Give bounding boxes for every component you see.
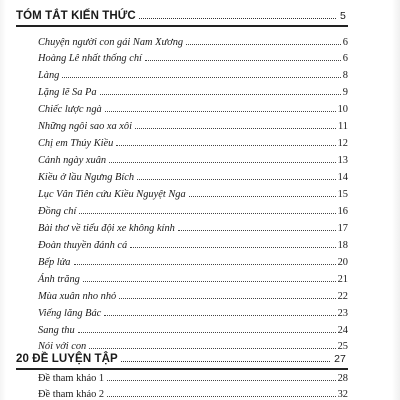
entry-page-number: 6	[342, 53, 348, 64]
toc-entry	[16, 219, 348, 234]
entry-title: Hoàng Lê nhất thống chí	[38, 53, 142, 64]
dot-leader	[78, 324, 336, 333]
section-divider	[16, 25, 348, 27]
section-heading	[16, 4, 346, 22]
entry-title: Đoàn thuyền đánh cá	[38, 240, 128, 251]
dot-leader	[79, 205, 335, 214]
dot-leader	[119, 290, 335, 299]
dot-leader	[100, 86, 341, 95]
entry-page-number: 9	[342, 87, 348, 98]
entry-page-number: 22	[337, 291, 348, 302]
section-heading	[16, 347, 346, 365]
entry-page-number: 16	[337, 206, 348, 217]
entry-title: Mùa xuân nho nhỏ	[38, 291, 117, 302]
dot-leader	[178, 222, 336, 231]
entry-page-number: 8	[342, 70, 348, 81]
dot-leader	[105, 103, 336, 112]
toc-entry	[16, 83, 348, 98]
section-title: 20 ĐỀ LUYỆN TẬP	[16, 353, 118, 365]
toc-entry	[16, 270, 348, 285]
toc-entry	[16, 185, 348, 200]
dot-leader	[145, 52, 341, 61]
entry-page-number: 15	[337, 189, 348, 200]
entry-page-number: 10	[337, 104, 348, 115]
entry-title: Lặng lẽ Sa Pa	[38, 87, 97, 98]
entry-page-number: 21	[337, 274, 348, 285]
toc-entry	[16, 168, 348, 183]
toc-entry	[16, 134, 348, 149]
entry-title: Bài thơ về tiểu đội xe không kính	[38, 223, 175, 234]
entry-title: Lục Vân Tiên cứu Kiều Nguyệt Nga	[38, 189, 186, 200]
toc-entry	[16, 236, 348, 251]
entry-title: Cảnh ngày xuân	[38, 155, 107, 166]
entry-title: Đề tham khảo 1	[38, 373, 105, 384]
dot-leader	[139, 10, 336, 19]
entry-title: Sang thu	[38, 325, 75, 336]
toc-entry	[16, 304, 348, 319]
dot-leader	[62, 69, 340, 78]
dot-leader	[121, 353, 330, 362]
dot-leader	[186, 36, 341, 45]
entry-page-number: 14	[337, 172, 348, 183]
dot-leader	[104, 307, 335, 316]
dot-leader	[107, 388, 336, 397]
section-page-number: 27	[334, 353, 346, 365]
toc-entry	[16, 385, 348, 400]
dot-leader	[135, 120, 336, 129]
entry-title: Nói với con	[38, 341, 87, 352]
entry-page-number: 32	[337, 389, 348, 400]
dot-leader	[130, 239, 335, 248]
toc-entry	[16, 151, 348, 166]
entry-title: Kiều ở lầu Ngưng Bích	[38, 172, 135, 183]
toc-entry	[16, 253, 348, 268]
dot-leader	[74, 256, 336, 265]
entry-page-number: 11	[337, 121, 348, 132]
entry-page-number: 17	[337, 223, 348, 234]
toc-entry	[16, 100, 348, 115]
dot-leader	[107, 372, 336, 381]
entry-title: Viếng lăng Bác	[38, 308, 102, 319]
dot-leader	[137, 171, 336, 180]
entry-title: Những ngôi sao xa xôi	[38, 121, 132, 132]
entry-title: Chị em Thúy Kiều	[38, 138, 114, 149]
toc-entry	[16, 369, 348, 384]
entry-page-number: 24	[337, 325, 348, 336]
entry-page-number: 20	[337, 257, 348, 268]
entry-title: Bếp lửa	[38, 257, 71, 268]
section-page-number: 5	[340, 10, 346, 22]
toc-entry	[16, 202, 348, 217]
dot-leader	[109, 154, 336, 163]
dot-leader	[116, 137, 335, 146]
toc-entry	[16, 33, 348, 48]
toc-entry	[16, 287, 348, 302]
entry-title: Chiếc lược ngà	[38, 104, 102, 115]
toc-entry	[16, 321, 348, 336]
entry-title: Làng	[38, 70, 60, 81]
entry-title: Đề tham khảo 2	[38, 389, 105, 400]
entry-page-number: 25	[337, 341, 348, 352]
entry-page-number: 23	[337, 308, 348, 319]
entry-page-number: 13	[337, 155, 348, 166]
entry-page-number: 28	[337, 373, 348, 384]
dot-leader	[83, 273, 336, 282]
entry-page-number: 12	[337, 138, 348, 149]
toc-entry	[16, 117, 348, 132]
entry-title: Chuyện người con gái Nam Xương	[38, 37, 184, 48]
section-title: TÓM TẮT KIẾN THỨC	[16, 10, 136, 22]
toc-entry	[16, 66, 348, 81]
entry-title: Ánh trăng	[38, 274, 80, 285]
toc-entry	[16, 49, 348, 64]
entry-page-number: 6	[342, 37, 348, 48]
entry-title: Đồng chí	[38, 206, 77, 217]
entry-page-number: 18	[337, 240, 348, 251]
dot-leader	[189, 188, 336, 197]
